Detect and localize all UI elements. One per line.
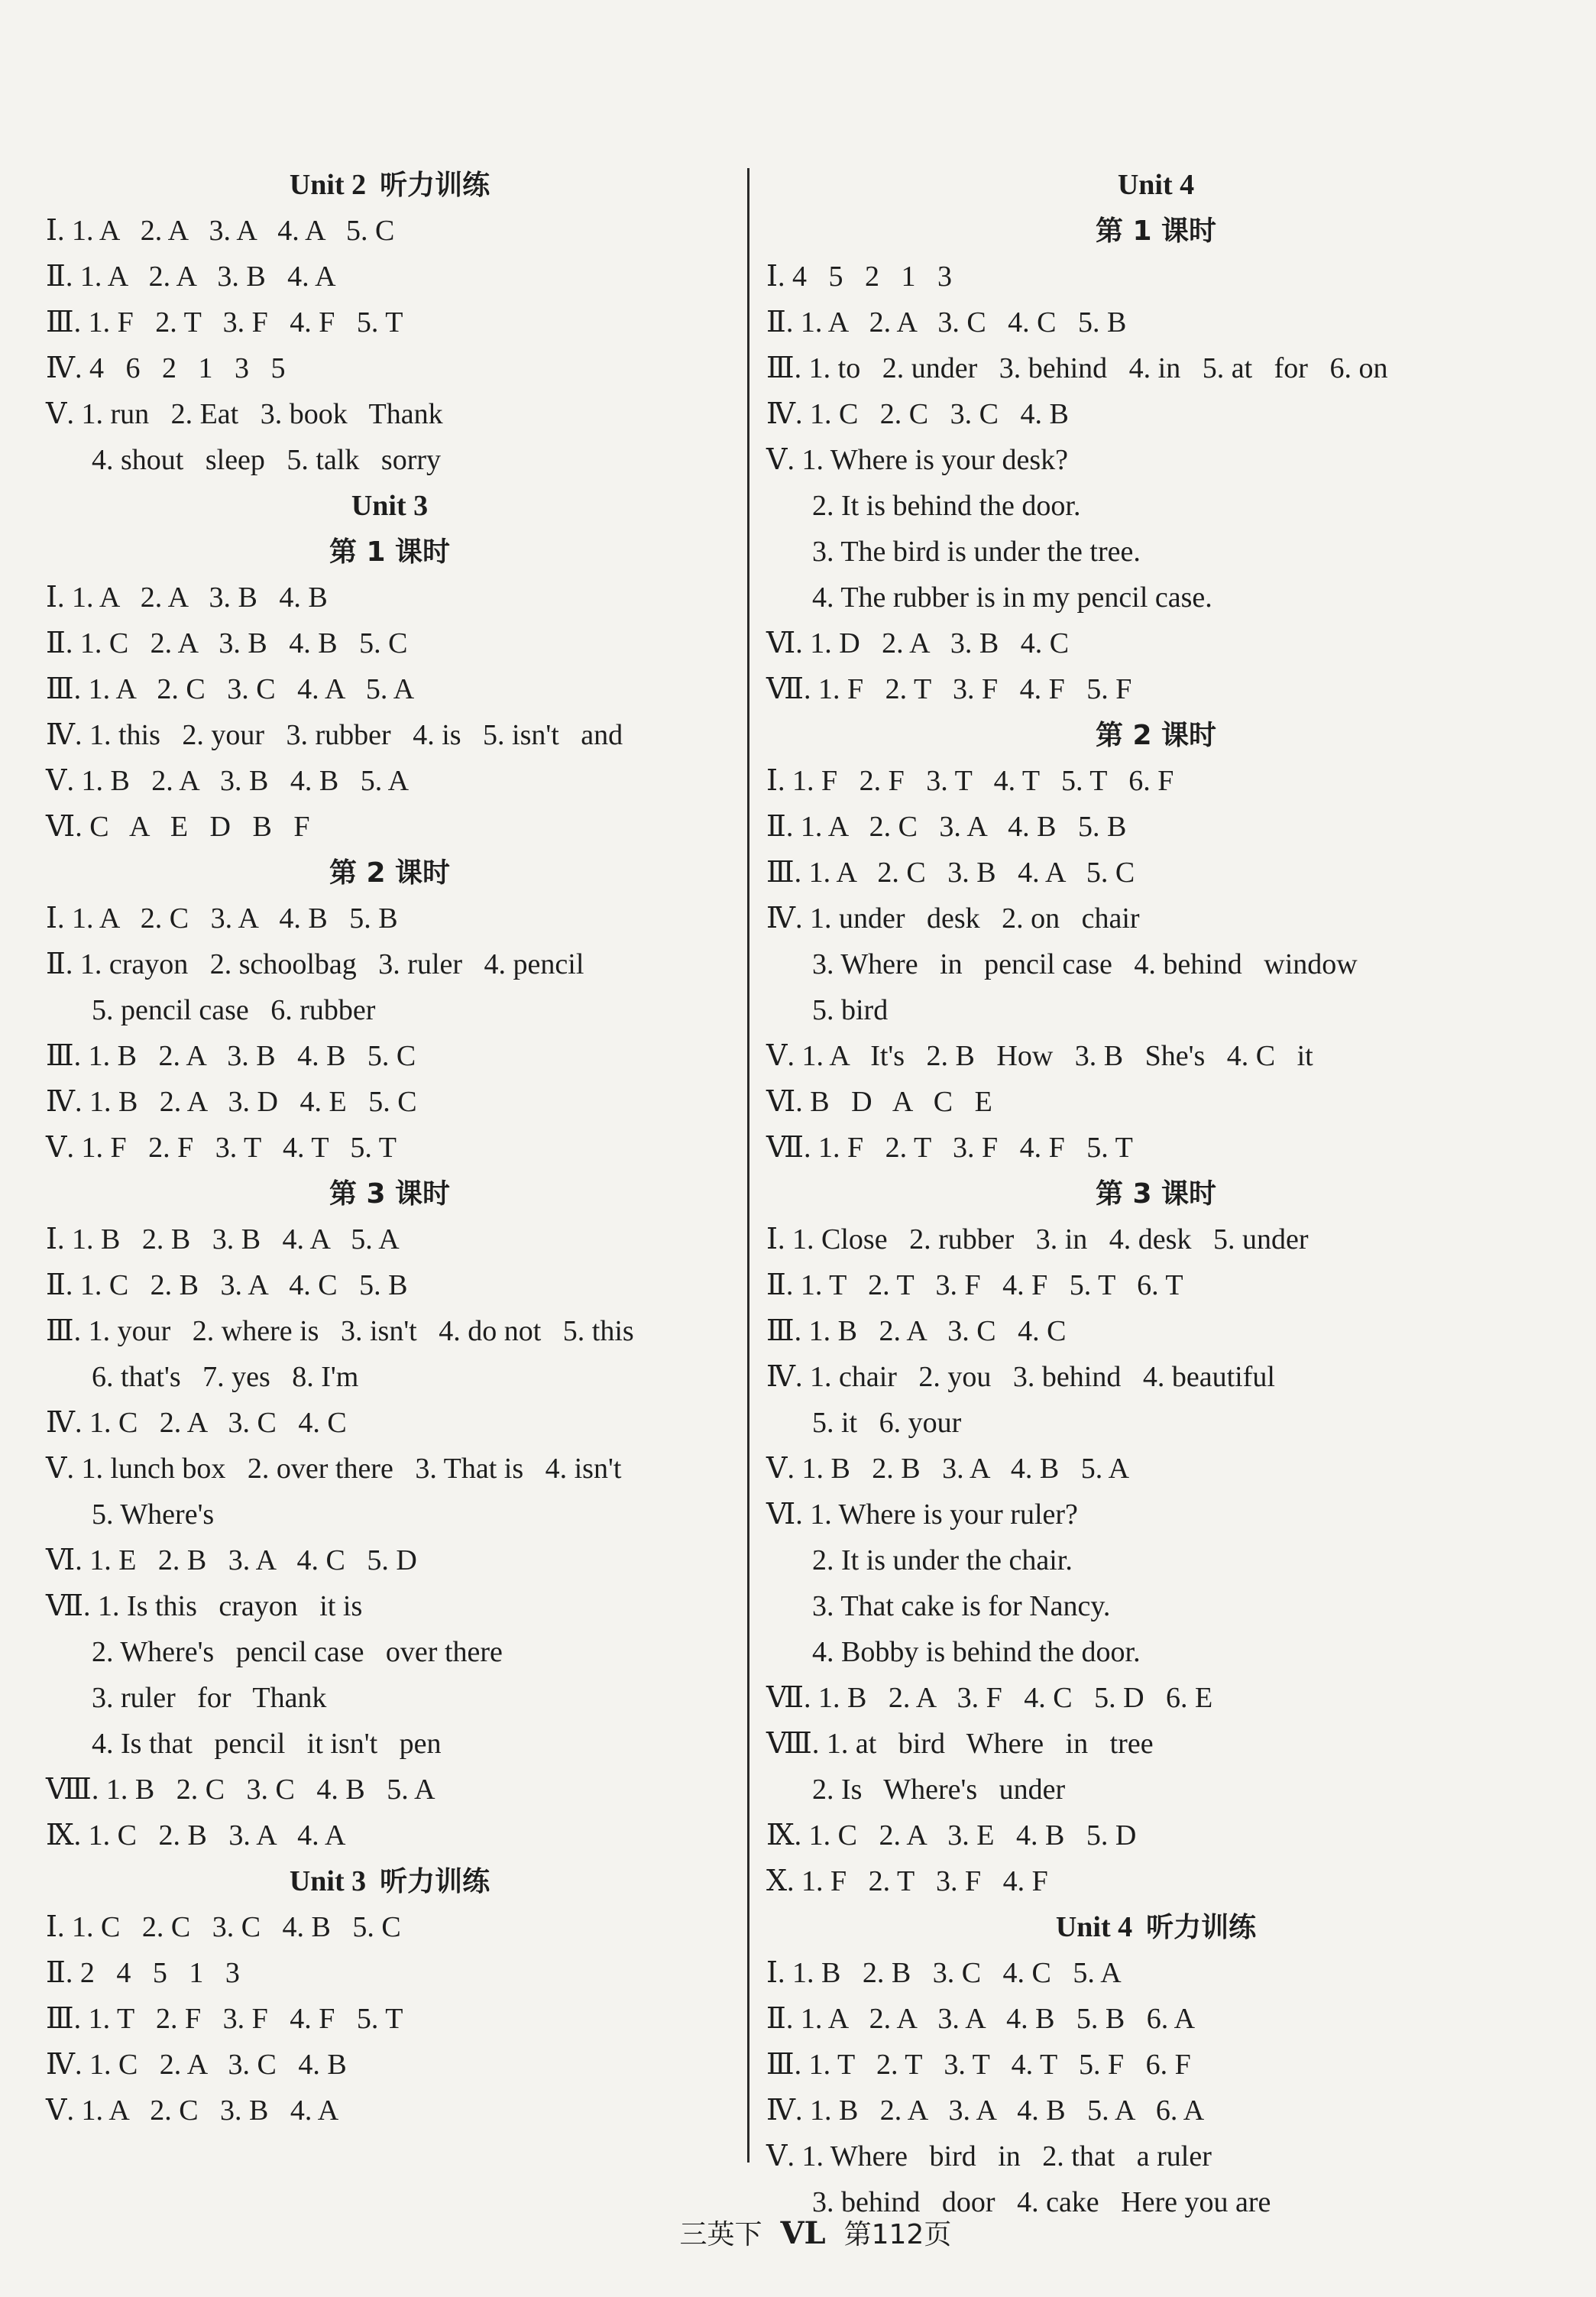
answer-line: 3. behind door 4. cake Here you are — [812, 2186, 1271, 2218]
answer-line: Ⅷ. 1. B 2. C 3. C 4. B 5. A — [46, 1774, 435, 1806]
heading-unit: Unit 3 — [351, 490, 429, 522]
answer-line: Ⅸ. 1. C 2. A 3. E 4. B 5. D — [766, 1819, 1137, 1852]
answer-line: Ⅰ. 1. A 2. A 3. A 4. A 5. C — [46, 215, 395, 247]
answer-line: Ⅲ. 1. B 2. A 3. C 4. C — [766, 1315, 1067, 1347]
heading-unit: Unit 2 — [289, 169, 367, 201]
section-heading — [46, 1858, 733, 1904]
answer-line: Ⅰ. 1. Close 2. rubber 3. in 4. desk 5. under — [766, 1223, 1309, 1255]
answer-line: Ⅴ. 1. run 2. Eat 3. book Thank — [46, 398, 443, 430]
answer-line: Ⅰ. 1. B 2. B 3. B 4. A 5. A — [46, 1223, 400, 1255]
answer-line: Ⅴ. 1. F 2. F 3. T 4. T 5. T — [46, 1132, 397, 1164]
section-heading — [766, 162, 1546, 208]
answer-line: 3. ruler for Thank — [92, 1682, 327, 1714]
answer-line: Ⅰ. 1. A 2. A 3. B 4. B — [46, 582, 328, 614]
section-heading — [766, 712, 1546, 758]
answer-line: Ⅱ. 1. crayon 2. schoolbag 3. ruler 4. pencil — [46, 948, 584, 980]
answer-line: 6. that's 7. yes 8. I'm — [92, 1361, 359, 1393]
heading-lesson: 第 3 课时 — [1095, 1178, 1217, 1210]
answer-line: Ⅲ. 1. T 2. T 3. T 4. T 5. F 6. F — [766, 2049, 1191, 2081]
answer-line: Ⅹ. 1. F 2. T 3. F 4. F — [766, 1865, 1048, 1897]
answer-line: Ⅰ. 1. F 2. F 3. T 4. T 5. T 6. F — [766, 765, 1174, 797]
section-heading — [46, 162, 733, 208]
answer-line: 3. The bird is under the tree. — [812, 536, 1141, 568]
heading-lesson: 第 1 课时 — [1095, 215, 1217, 247]
heading-lesson: 听力训练 — [380, 170, 490, 201]
answer-line: Ⅳ. 1. chair 2. you 3. behind 4. beautiful — [766, 1361, 1275, 1393]
heading-lesson: 第 2 课时 — [329, 857, 451, 889]
section-heading — [46, 850, 733, 896]
answer-line: Ⅲ. 1. T 2. F 3. F 4. F 5. T — [46, 2003, 403, 2035]
column-divider — [747, 168, 749, 2163]
publisher-mark: VL — [780, 2215, 826, 2251]
answer-line: Ⅲ. 1. your 2. where is 3. isn't 4. do not 5. this — [46, 1315, 634, 1347]
answer-line: Ⅶ. 1. Is this crayon it is — [46, 1590, 363, 1622]
heading-lesson: 第 2 课时 — [1095, 720, 1217, 751]
answer-line: Ⅳ. 1. C 2. A 3. C 4. B — [46, 2049, 347, 2081]
answer-line: Ⅳ. 1. B 2. A 3. D 4. E 5. C — [46, 1086, 417, 1118]
answer-line: Ⅷ. 1. at bird Where in tree — [766, 1728, 1154, 1760]
answer-line: Ⅴ. 1. B 2. B 3. A 4. B 5. A — [766, 1453, 1130, 1485]
answer-line: Ⅳ. 1. C 2. A 3. C 4. C — [46, 1407, 347, 1439]
answer-line: Ⅳ. 1. under desk 2. on chair — [766, 902, 1140, 935]
answer-line: 5. it 6. your — [812, 1407, 962, 1439]
answer-line: Ⅰ. 1. C 2. C 3. C 4. B 5. C — [46, 1911, 401, 1943]
answer-line: Ⅲ. 1. A 2. C 3. B 4. A 5. C — [766, 857, 1135, 889]
answer-line: Ⅵ. 1. E 2. B 3. A 4. C 5. D — [46, 1544, 417, 1576]
answer-line: Ⅴ. 1. A It's 2. B How 3. B She's 4. C it — [766, 1040, 1313, 1072]
section-heading — [766, 1904, 1546, 1950]
answer-line: 2. Where's pencil case over there — [92, 1636, 503, 1668]
answer-line: 4. Is that pencil it isn't pen — [92, 1728, 442, 1760]
answer-line: 5. bird — [812, 994, 889, 1026]
answer-line: Ⅶ. 1. B 2. A 3. F 4. C 5. D 6. E — [766, 1682, 1213, 1714]
answer-line: Ⅰ. 1. A 2. C 3. A 4. B 5. B — [46, 902, 398, 935]
page-footer — [0, 2182, 1596, 2283]
answer-line: Ⅵ. 1. D 2. A 3. B 4. C — [766, 627, 1070, 659]
answer-line: Ⅳ. 1. this 2. your 3. rubber 4. is 5. isn't and — [46, 719, 623, 751]
answer-line: Ⅴ. 1. lunch box 2. over there 3. That is 4. isn't — [46, 1453, 622, 1485]
answer-line: Ⅵ. C A E D B F — [46, 811, 310, 843]
answer-line: 5. Where's — [92, 1498, 215, 1531]
answer-line: Ⅱ. 1. A 2. A 3. A 4. B 5. B 6. A — [766, 2003, 1196, 2035]
answer-line: Ⅱ. 1. C 2. B 3. A 4. C 5. B — [46, 1269, 408, 1301]
answer-line: 2. It is under the chair. — [812, 1544, 1073, 1576]
answer-line: 4. The rubber is in my pencil case. — [812, 582, 1212, 614]
footer-book-label: 三英下 — [679, 2219, 762, 2250]
answer-line: Ⅴ. 1. Where bird in 2. that a ruler — [766, 2140, 1212, 2172]
answer-line: Ⅱ. 1. C 2. A 3. B 4. B 5. C — [46, 627, 408, 659]
right-column — [766, 162, 1546, 2225]
answer-line: Ⅱ. 2 4 5 1 3 — [46, 1957, 240, 1989]
answer-line: 4. shout sleep 5. talk sorry — [92, 444, 442, 476]
answer-line: Ⅰ. 1. B 2. B 3. C 4. C 5. A — [766, 1957, 1122, 1989]
section-heading — [46, 483, 733, 529]
answer-line: Ⅴ. 1. Where is your desk? — [766, 444, 1069, 476]
heading-lesson: 听力训练 — [1146, 1912, 1257, 1943]
answer-line: Ⅱ. 1. A 2. A 3. B 4. A — [46, 261, 336, 293]
answer-line: Ⅵ. 1. Where is your ruler? — [766, 1498, 1078, 1531]
answer-line: 2. It is behind the door. — [812, 490, 1081, 522]
answer-line: Ⅲ. 1. to 2. under 3. behind 4. in 5. at for 6. on — [766, 352, 1388, 384]
answer-line: Ⅱ. 1. A 2. C 3. A 4. B 5. B — [766, 811, 1127, 843]
answer-line: 5. pencil case 6. rubber — [92, 994, 376, 1026]
answer-line: Ⅱ. 1. T 2. T 3. F 4. F 5. T 6. T — [766, 1269, 1183, 1301]
heading-unit: Unit 4 — [1055, 1911, 1133, 1943]
section-heading — [766, 1171, 1546, 1217]
answer-line: Ⅱ. 1. A 2. A 3. C 4. C 5. B — [766, 306, 1127, 339]
answer-line: Ⅲ. 1. B 2. A 3. B 4. B 5. C — [46, 1040, 416, 1072]
answer-line: Ⅴ. 1. B 2. A 3. B 4. B 5. A — [46, 765, 410, 797]
heading-lesson: 第 1 课时 — [329, 536, 451, 568]
section-heading — [46, 1171, 733, 1217]
answer-line: 2. Is Where's under — [812, 1774, 1066, 1806]
answer-line: Ⅵ. B D A C E — [766, 1086, 992, 1118]
answer-line: Ⅰ. 4 5 2 1 3 — [766, 261, 953, 293]
answer-line: Ⅴ. 1. A 2. C 3. B 4. A — [46, 2095, 339, 2127]
answer-line: Ⅶ. 1. F 2. T 3. F 4. F 5. F — [766, 673, 1132, 705]
heading-lesson: 第 3 课时 — [329, 1178, 451, 1210]
answer-line: Ⅸ. 1. C 2. B 3. A 4. A — [46, 1819, 346, 1852]
answer-line: Ⅲ. 1. F 2. T 3. F 4. F 5. T — [46, 306, 403, 339]
answer-line: 3. Where in pencil case 4. behind window — [812, 948, 1358, 980]
answer-line: Ⅳ. 4 6 2 1 3 5 — [46, 352, 286, 384]
page-number: 第112页 — [843, 2219, 952, 2250]
answer-line: Ⅳ. 1. C 2. C 3. C 4. B — [766, 398, 1069, 430]
section-heading — [46, 529, 733, 575]
heading-unit: Unit 3 — [289, 1865, 367, 1897]
answer-line: 4. Bobby is behind the door. — [812, 1636, 1141, 1668]
answer-line: 3. That cake is for Nancy. — [812, 1590, 1111, 1622]
answer-line: Ⅳ. 1. B 2. A 3. A 4. B 5. A 6. A — [766, 2095, 1205, 2127]
answer-line: Ⅲ. 1. A 2. C 3. C 4. A 5. A — [46, 673, 415, 705]
answer-line: Ⅶ. 1. F 2. T 3. F 4. F 5. T — [766, 1132, 1133, 1164]
heading-unit: Unit 4 — [1117, 169, 1195, 201]
left-column — [46, 162, 733, 2133]
section-heading — [766, 208, 1546, 254]
heading-lesson: 听力训练 — [380, 1866, 490, 1897]
